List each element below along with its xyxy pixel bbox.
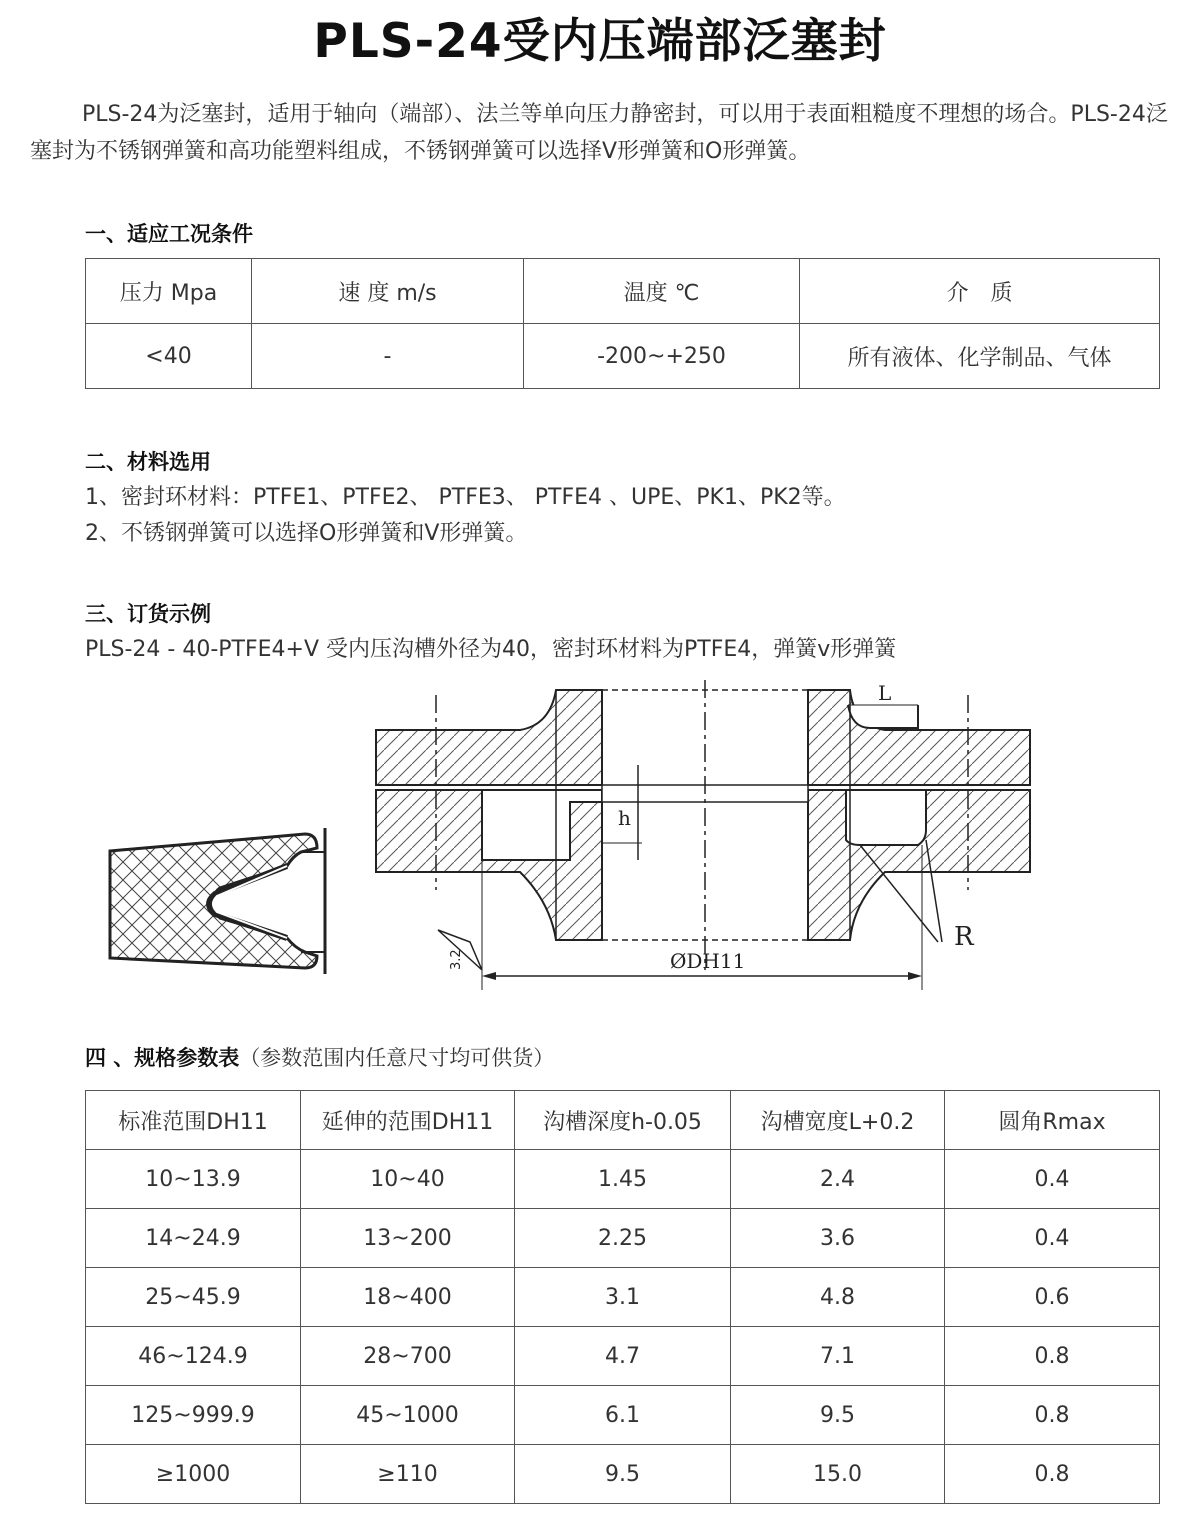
table-cell: 10~13.9 <box>86 1150 301 1209</box>
table-cell: <40 <box>86 324 252 389</box>
table-cell: 25~45.9 <box>86 1268 301 1327</box>
table-header-cell: 圆角Rmax <box>945 1091 1160 1150</box>
table-cell: 13~200 <box>301 1209 515 1268</box>
table-cell: 0.8 <box>945 1445 1160 1504</box>
table-cell: 0.6 <box>945 1268 1160 1327</box>
table-cell: 9.5 <box>515 1445 731 1504</box>
table-cell: 18~400 <box>301 1268 515 1327</box>
table-row <box>86 1209 1160 1268</box>
table-cell: - <box>252 324 524 389</box>
section-heading-specs-note: （参数范围内任意尺寸均可供货） <box>239 1046 555 1070</box>
section-heading-specs-title: 四 、规格参数表 <box>85 1046 240 1070</box>
order-example-text: PLS-24 - 40-PTFE4+V 受内压沟槽外径为40，密封环材料为PTFE4，弹簧v形弹簧 <box>85 637 897 662</box>
table-cell: 所有液体、化学制品、气体 <box>800 324 1160 389</box>
material-line-2: 2、不锈钢弹簧可以选择O形弹簧和V形弹簧。 <box>85 521 528 546</box>
table-cell: 2.4 <box>731 1150 945 1209</box>
table-header-cell: 延伸的范围DH11 <box>301 1091 515 1150</box>
table-cell: 9.5 <box>731 1386 945 1445</box>
table-row <box>86 1386 1160 1445</box>
table-header-cell: 温度 ℃ <box>524 259 800 324</box>
intro-paragraph: PLS-24为泛塞封，适用于轴向（端部）、法兰等单向压力静密封，可以用于表面粗糙度不理想的场合。PLS-24泛塞封为不锈钢弹簧和高功能塑料组成，不锈钢弹簧可以选择V形弹簧和O形弹簧。 <box>30 102 1168 164</box>
table-row <box>86 1445 1160 1504</box>
table-row <box>86 324 1160 389</box>
seal-cross-section-drawing <box>105 826 330 976</box>
label-h: h <box>618 806 631 830</box>
table-cell: -200~+250 <box>524 324 800 389</box>
table-cell: 3.6 <box>731 1209 945 1268</box>
table-cell: 10~40 <box>301 1150 515 1209</box>
table-cell: 3.1 <box>515 1268 731 1327</box>
table-row <box>86 1150 1160 1209</box>
label-diameter: ØDH11 <box>670 949 746 973</box>
table-header-cell: 标准范围DH11 <box>86 1091 301 1150</box>
table-cell: 125~999.9 <box>86 1386 301 1445</box>
table-cell: 2.25 <box>515 1209 731 1268</box>
groove-installation-drawing <box>370 680 1040 995</box>
section-heading-conditions: 一、适应工况条件 <box>85 222 253 246</box>
spec-table <box>85 1090 1160 1504</box>
label-roughness: 3.2 <box>449 949 464 970</box>
table-cell: ≥1000 <box>86 1445 301 1504</box>
table-header-row <box>86 1091 1160 1150</box>
table-header-cell: 速 度 m/s <box>252 259 524 324</box>
table-header-cell: 介 质 <box>800 259 1160 324</box>
table-cell: 6.1 <box>515 1386 731 1445</box>
section-heading-materials: 二、材料选用 <box>85 450 211 474</box>
table-cell: 4.8 <box>731 1268 945 1327</box>
table-header-cell: 压力 Mpa <box>86 259 252 324</box>
table-cell: ≥110 <box>301 1445 515 1504</box>
table-cell: 7.1 <box>731 1327 945 1386</box>
table-row <box>86 1327 1160 1386</box>
label-L: L <box>878 681 892 705</box>
table-cell: 0.4 <box>945 1209 1160 1268</box>
table-cell: 46~124.9 <box>86 1327 301 1386</box>
table-cell: 0.8 <box>945 1327 1160 1386</box>
table-cell: 4.7 <box>515 1327 731 1386</box>
table-cell: 1.45 <box>515 1150 731 1209</box>
table-cell: 0.4 <box>945 1150 1160 1209</box>
table-cell: 0.8 <box>945 1386 1160 1445</box>
page-title: PLS-24受内压端部泛塞封 <box>313 14 887 69</box>
table-cell: 45~1000 <box>301 1386 515 1445</box>
section-heading-order-example: 三、订货示例 <box>85 602 211 626</box>
table-cell: 14~24.9 <box>86 1209 301 1268</box>
material-line-1: 1、密封环材料：PTFE1、PTFE2、 PTFE3、 PTFE4 、UPE、PK1、PK2等。 <box>85 485 846 510</box>
table-header-row <box>86 259 1160 324</box>
table-cell: 15.0 <box>731 1445 945 1504</box>
table-header-cell: 沟槽宽度L+0.2 <box>731 1091 945 1150</box>
conditions-table <box>85 258 1160 389</box>
label-R: R <box>954 922 974 952</box>
table-header-cell: 沟槽深度h-0.05 <box>515 1091 731 1150</box>
table-row <box>86 1268 1160 1327</box>
section-heading-specs <box>85 1042 554 1072</box>
table-cell: 28~700 <box>301 1327 515 1386</box>
